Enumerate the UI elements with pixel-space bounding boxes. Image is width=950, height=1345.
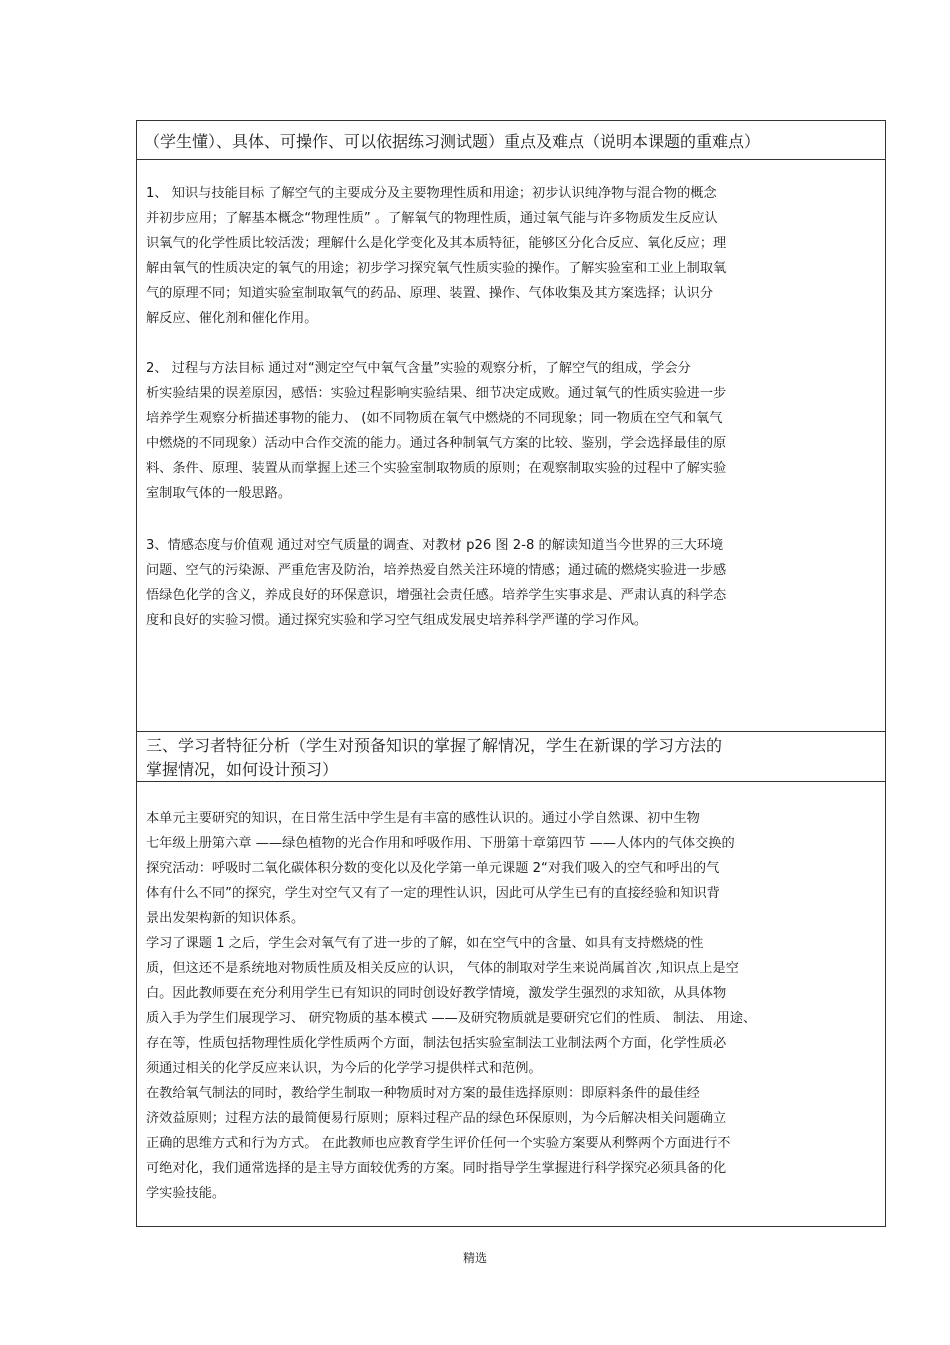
text-line: 3、情感态度与价值观 通过对空气质量的调查、对教材 p26 图 2-8 的解读知道当今世界的三大环境 [146,538,724,553]
text-line: 正确的思维方式和行为方式。 在此教师也应教育学生评价任何一个实验方案要从利弊两个方面进行不 [146,1136,731,1151]
text-line: 室制取气体的一般思路。 [146,486,292,501]
learner-analysis-heading-line2: 掌握情况，如何设计预习） [146,760,339,779]
text-line: 学习了课题 1 之后，学生会对氧气有了进一步的了解，如在空气中的含量、如具有支持燃烧的性 [146,936,704,951]
text-line: 解由氧气的性质决定的氧气的用途；初步学习探究氧气性质实验的操作。了解实验室和工业上制取氧 [146,261,727,276]
text-line: 并初步应用；了解基本概念“物理性质” 。了解氧气的物理性质，通过氧气能与许多物质发生反应认 [146,211,718,226]
text-line: 培养学生观察分析描述事物的能力、 (如不同物质在氧气中燃烧的不同现象；同一物质在空气和氧气 [146,411,723,426]
lesson-plan-table [136,120,886,1227]
row-divider [137,781,885,782]
row-divider [137,159,885,160]
text-line: 料、条件、原理、装置从而掌握上述三个实验室制取物质的原则；在观察制取实验的过程中了解实验 [146,461,727,476]
text-line: 在教给氧气制法的同时，教给学生制取一种物质时对方案的最佳选择原则：即原料条件的最佳经 [146,1086,700,1101]
text-line: 学实验技能。 [146,1186,226,1201]
text-line: 解反应、催化剂和催化作用。 [146,311,318,326]
text-line: 体有什么不同”的探究，学生对空气又有了一定的理性认识，因此可从学生已有的直接经验和知识背 [146,886,720,901]
text-line: 探究活动：呼吸时二氧化碳体积分数的变化以及化学第一单元课题 2“对我们吸入的空气和呼出的气 [146,861,720,876]
text-line: 气的原理不同；知道实验室制取氧气的药品、原理、装置、操作、气体收集及其方案选择；认识分 [146,286,714,301]
text-line: 须通过相关的化学反应来认识，为今后的化学学习提供样式和范例。 [146,1061,542,1076]
text-line: 七年级上册第六章 ——绿色植物的光合作用和呼吸作用、下册第十章第四节 ——人体内的气体交换的 [146,836,735,851]
text-line: 景出发架构新的知识体系。 [146,911,305,926]
text-line: 中燃烧的不同现象）活动中合作交流的能力。通过各种制氧气方案的比较、鉴别，学会选择最佳的原 [146,436,727,451]
text-line: 悟绿色化学的含义，养成良好的环保意识，增强社会责任感。培养学生实事求是、严肃认真的科学态 [146,588,727,603]
text-line: 质，但这还不是系统地对物质性质及相关反应的认识， 气体的制取对学生来说尚属首次 ,知识点上是空 [146,961,739,976]
learner-analysis-heading-line1: 三、学习者特征分析（学生对预备知识的掌握了解情况，学生在新课的学习方法的 [146,736,723,755]
text-line: 2、 过程与方法目标 通过对“测定空气中氧气含量”实验的观察分析，了解空气的组成，学会分 [146,361,691,376]
key-points-heading: （学生懂）、具体、可操作、可以依据练习测试题）重点及难点（说明本课题的重难点） [144,132,761,151]
text-line: 本单元主要研究的知识，在日常生活中学生是有丰富的感性认识的。通过小学自然课、初中生物 [146,811,700,826]
text-line: 质入手为学生们展现学习、 研究物质的基本模式 ——及研究物质就是要研究它们的性质、 制法、 用途、 [146,1011,757,1026]
text-line: 白。因此教师要在充分利用学生已有知识的同时创设好教学情境，激发学生强烈的求知欲，从具体物 [146,986,727,1001]
text-line: 存在等，性质包括物理性质化学性质两个方面，制法包括实验室制法工业制法两个方面，化学性质必 [146,1036,727,1051]
text-line: 识氧气的化学性质比较活泼；理解什么是化学变化及其本质特征，能够区分化合反应、氧化反应；理 [146,236,727,251]
text-line: 度和良好的实验习惯。通过探究实验和学习空气组成发展史培养科学严谨的学习作风。 [146,613,648,628]
text-line: 1、 知识与技能目标 了解空气的主要成分及主要物理性质和用途；初步认识纯净物与混合物的概念 [146,186,717,201]
text-line: 济效益原则；过程方法的最简便易行原则；原料过程产品的绿色环保原则，为今后解决相关问题确立 [146,1111,727,1126]
text-line: 问题、空气的污染源、严重危害及防治，培养热爱自然关注环境的情感；通过硫的燃烧实验进一步感 [146,563,727,578]
text-line: 可绝对化，我们通常选择的是主导方面较优秀的方案。同时指导学生掌握进行科学探究必须具备的化 [146,1161,727,1176]
text-line: 析实验结果的误差原因，感悟：实验过程影响实验结果、细节决定成败。通过氧气的性质实验进一步 [146,386,727,401]
page-footer: 精选 [462,1251,487,1265]
row-divider [137,731,885,732]
